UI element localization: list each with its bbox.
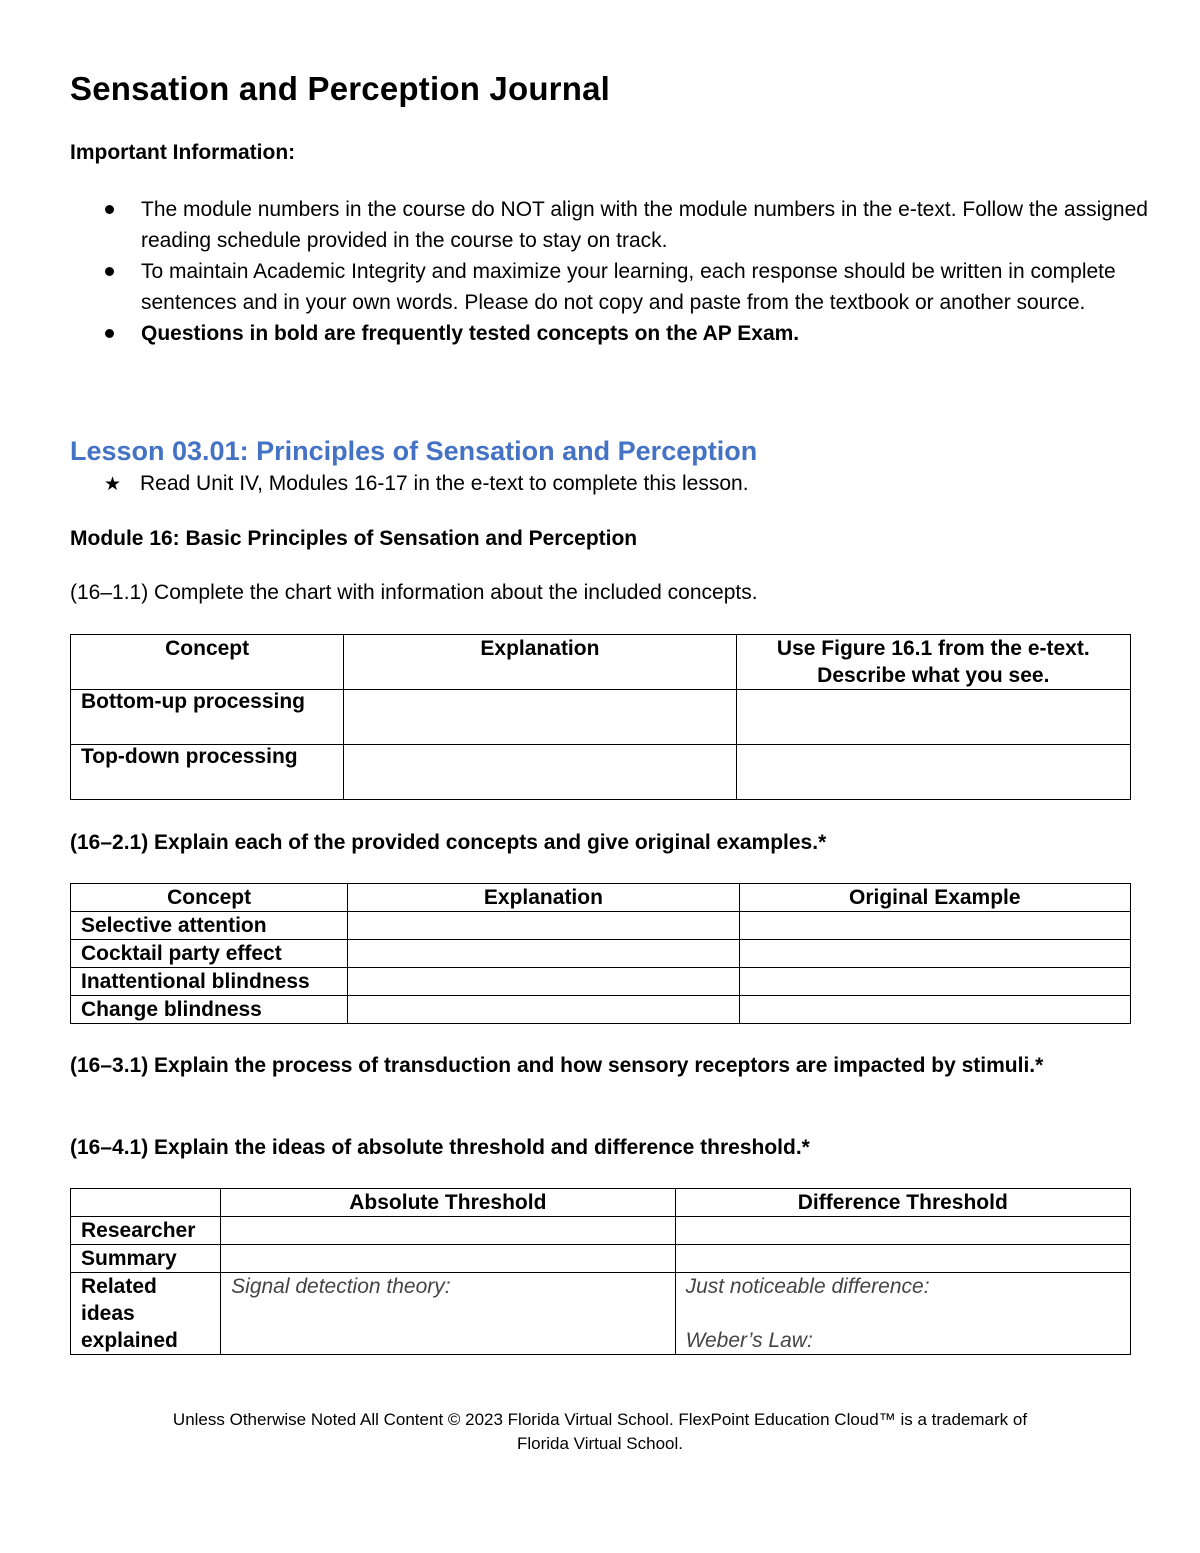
copyright-footer [0,1408,1200,1456]
answer-cell[interactable] [221,1245,675,1273]
answer-cell[interactable] [221,1273,675,1355]
column-header: Absolute Threshold [221,1189,675,1217]
concept-cell: Inattentional blindness [71,968,348,996]
answer-cell[interactable] [675,1273,1130,1355]
answer-cell[interactable] [348,912,739,940]
table-row [71,996,1131,1024]
footer-line: Unless Otherwise Noted All Content © 2023 Florida Virtual School. FlexPoint Education Cloud™ is a trademark of [172,1410,1028,1429]
list-item [70,318,1150,349]
answer-cell[interactable] [739,996,1130,1024]
page-title: Sensation and Perception Journal [70,70,611,107]
bullet-icon [105,267,114,276]
bullet-text: Questions in bold are frequently tested concepts on the AP Exam. [141,322,800,345]
answer-cell[interactable] [736,745,1130,800]
column-header [71,1189,221,1217]
reading-assignment [104,472,749,496]
answer-cell[interactable] [736,690,1130,745]
concept-cell: Change blindness [71,996,348,1024]
jnd-label: Just noticeable difference: [685,1275,930,1298]
answer-cell[interactable] [739,968,1130,996]
bullet-icon [105,205,114,214]
list-item [70,194,1150,256]
answer-cell[interactable] [348,996,739,1024]
attention-chart [70,883,1131,1024]
processing-chart [70,634,1131,800]
column-header: Explanation [348,884,739,912]
table-header-row [71,1189,1131,1217]
footer-line: Florida Virtual School. [517,1434,683,1453]
column-header: Concept [71,635,344,690]
table-row [71,1217,1131,1245]
important-info-label: Important Information: [70,141,296,164]
table-row [71,1245,1131,1273]
bullet-text: To maintain Academic Integrity and maximize your learning, each response should be written in complete sentences and in your own words. Please do not copy and paste from the textbook or another source. [141,260,1116,314]
bullet-text: The module numbers in the course do NOT align with the module numbers in the e-text. Follow the assigned reading schedule provided in the course to stay on track. [141,198,1148,252]
threshold-chart [70,1188,1131,1355]
related-absolute-label: Signal detection theory: [231,1275,451,1298]
reading-text: Read Unit IV, Modules 16-17 in the e-text to complete this lesson. [140,472,749,495]
answer-cell[interactable] [348,940,739,968]
table-row [71,968,1131,996]
list-item [70,256,1150,318]
answer-cell[interactable] [675,1217,1130,1245]
table-row [71,690,1131,745]
answer-cell[interactable] [348,968,739,996]
answer-cell[interactable] [739,912,1130,940]
table-row [71,1273,1131,1355]
column-header: Concept [71,884,348,912]
question-16-1-1: (16–1.1) Complete the chart with information about the included concepts. [70,581,758,604]
answer-cell[interactable] [344,690,736,745]
column-header: Use Figure 16.1 from the e-text. Describe what you see. [736,635,1130,690]
row-header: Related ideas explained [71,1273,221,1355]
concept-cell: Selective attention [71,912,348,940]
answer-cell[interactable] [739,940,1130,968]
webers-law-label: Weber’s Law: [685,1329,813,1352]
table-row [71,912,1131,940]
column-header: Difference Threshold [675,1189,1130,1217]
question-16-2-1: (16–2.1) Explain each of the provided concepts and give original examples.* [70,831,827,854]
row-header: Researcher [71,1217,221,1245]
answer-cell[interactable] [675,1245,1130,1273]
module-heading: Module 16: Basic Principles of Sensation and Perception [70,527,638,550]
concept-cell: Cocktail party effect [71,940,348,968]
concept-cell: Top-down processing [71,745,344,800]
star-icon: ★ [104,474,122,495]
table-header-row [71,884,1131,912]
question-16-3-1: (16–3.1) Explain the process of transduction and how sensory receptors are impacted by stimuli.* [70,1054,1044,1077]
column-header: Explanation [344,635,736,690]
column-header: Original Example [739,884,1130,912]
answer-cell[interactable] [221,1217,675,1245]
table-row [71,745,1131,800]
answer-cell[interactable] [344,745,736,800]
lesson-heading: Lesson 03.01: Principles of Sensation and Perception [70,436,758,466]
bullet-icon [105,329,114,338]
important-info-list [70,194,1150,349]
table-row [71,940,1131,968]
question-16-4-1: (16–4.1) Explain the ideas of absolute threshold and difference threshold.* [70,1136,810,1159]
row-header: Summary [71,1245,221,1273]
table-header-row [71,635,1131,690]
concept-cell: Bottom-up processing [71,690,344,745]
